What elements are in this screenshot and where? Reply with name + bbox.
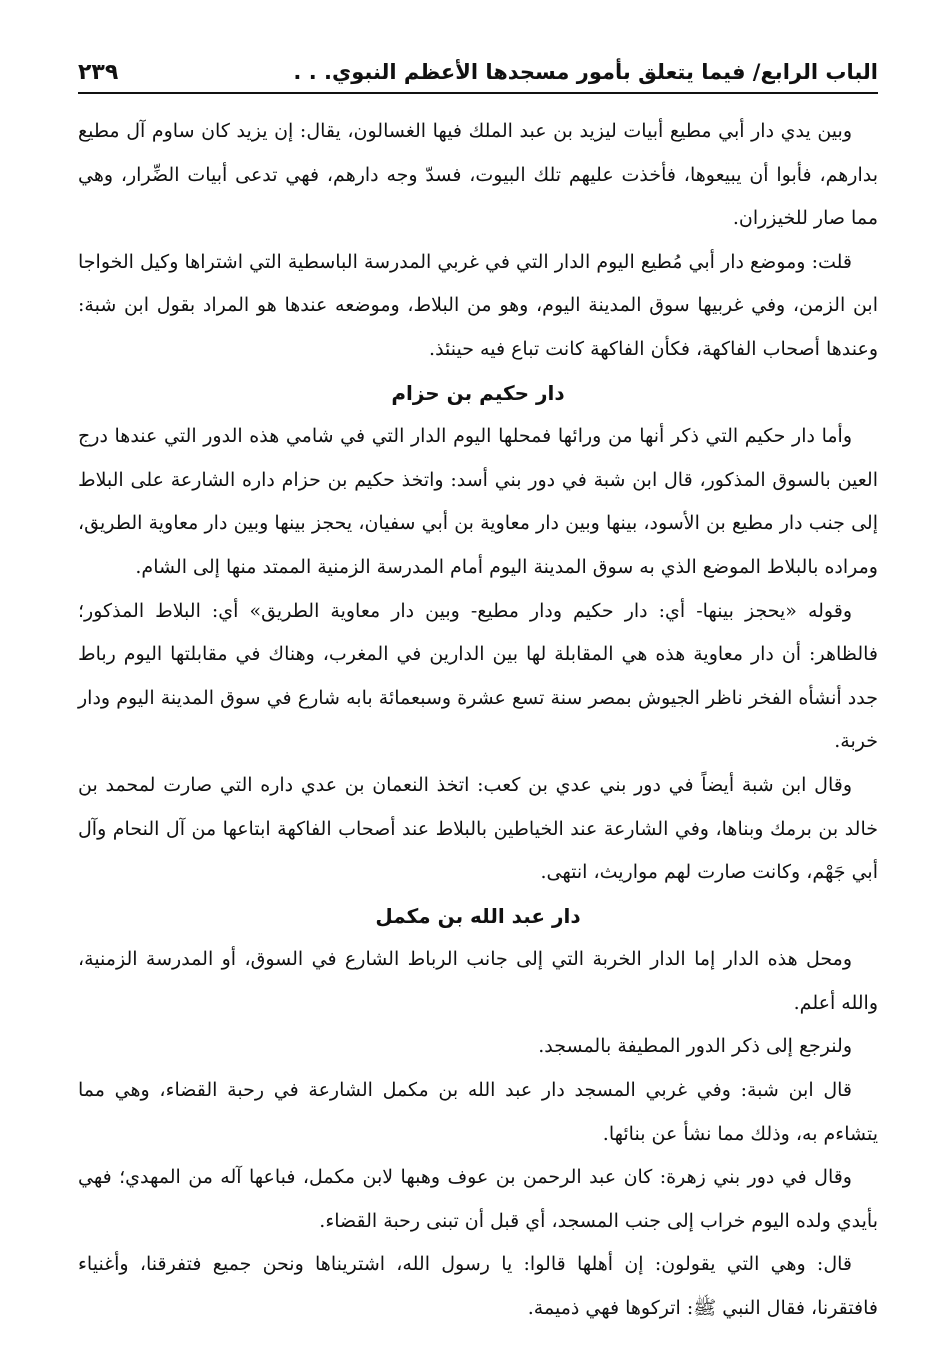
page-body	[78, 110, 878, 1331]
running-header	[78, 52, 878, 94]
paragraph: قال: وهي التي يقولون: إن أهلها قالوا: يا رسول الله، اشتريناها ونحن جميع فتفرقنا، وأغنياء فافتقرنا، فقال النبي ﷺ: اتركوها فهي ذميمة.	[78, 1253, 878, 1320]
paragraph: ولنرجع إلى ذكر الدور المطيفة بالمسجد.	[538, 1035, 852, 1058]
paragraph: قال ابن شبة: وفي غربي المسجد دار عبد الله بن مكمل الشارعة في رحبة القضاء، وهي مما يتشاءم به، وذلك مما نشأ عن بنائها.	[78, 1079, 878, 1145]
paragraph: وقوله «يحجز بينها- أي: دار حكيم ودار مطيع- وبين دار معاوية الطريق» أي: البلاط المذكور؛ فالظاهر: أن دار معاوية هذه هي المقابلة لها بين الدارين في المغرب، وهناك في مقابلتها اليوم رباط جدد أنشأه الفخر ناظر الجيوش بمصر سنة تسع عشرة وسبعمائة بابه شارع في سوق المدينة اليوم ودار خربة.	[78, 599, 878, 753]
paragraph: قلت: وموضع دار أبي مُطيع اليوم الدار التي في غربي المدرسة الباسطية التي اشتراها وكيل الخواجا ابن الزمن، وفي غربيها سوق المدينة اليوم، وهو من البلاط، وموضعه عندها هو المراد بقول ابن شبة: وعندها أصحاب الفاكهة، فكأن الفاكهة كانت تباع فيه حينئذ.	[78, 250, 878, 360]
book-page	[78, 0, 878, 1359]
paragraph: ومحل هذه الدار إما الدار الخربة التي إلى جانب الرباط الشارع في السوق، أو المدرسة الزمنية، والله أعلم.	[78, 948, 878, 1014]
paragraph: وقال في دور بني زهرة: كان عبد الرحمن بن عوف وهبها لابن مكمل، فباعها آله من المهدي؛ فهي بأيدي ولده اليوم خراب إلى جنب المسجد، أي قبل أن تبنى رحبة القضاء.	[78, 1166, 878, 1232]
section-heading: دار عبد الله بن مكمل	[375, 903, 581, 928]
page-number: ٢٣٩	[78, 59, 119, 85]
running-title: الباب الرابع/ فيما يتعلق بأمور مسجدها الأعظم النبوي. . .	[293, 60, 878, 84]
paragraph: وبين يدي دار أبي مطيع أبيات ليزيد بن عبد الملك فيها الغسالون، يقال: إن يزيد كان ساوم آل مطيع بدارهم، فأبوا أن يبيعوها، فأخذت عليهم تلك البيوت، فسدّ وجه دارهم، فهي تدعى أبيات الضِّرار، وهي مما صار للخيزران.	[78, 120, 878, 230]
paragraph: وأما دار حكيم التي ذكر أنها من ورائها فمحلها اليوم الدار التي في شامي هذه الدور التي عندها درج العين بالسوق المذكور، قال ابن شبة في دور بني أسد: واتخذ حكيم بن حزام داره الشارعة على البلاط إلى جنب دار مطيع بن الأسود، بينها وبين دار معاوية بن أبي سفيان، يحجز بينها وبين دار معاوية الطريق، ومراده بالبلاط الموضع الذي به سوق المدينة اليوم أمام المدرسة الزمنية الممتد منها إلى الشام.	[78, 425, 878, 578]
section-heading: دار حكيم بن حزام	[391, 380, 565, 405]
paragraph: وقال ابن شبة أيضاً في دور بني عدي بن كعب: اتخذ النعمان بن عدي داره التي صارت لمحمد بن خالد بن برمك وبناها، وفي الشارعة عند الخياطين بالبلاط عند أصحاب الفاكهة ابتاعها من آل النحام وآل أبي جَهْم، وكانت صارت لهم مواريث، انتهى.	[78, 773, 878, 884]
